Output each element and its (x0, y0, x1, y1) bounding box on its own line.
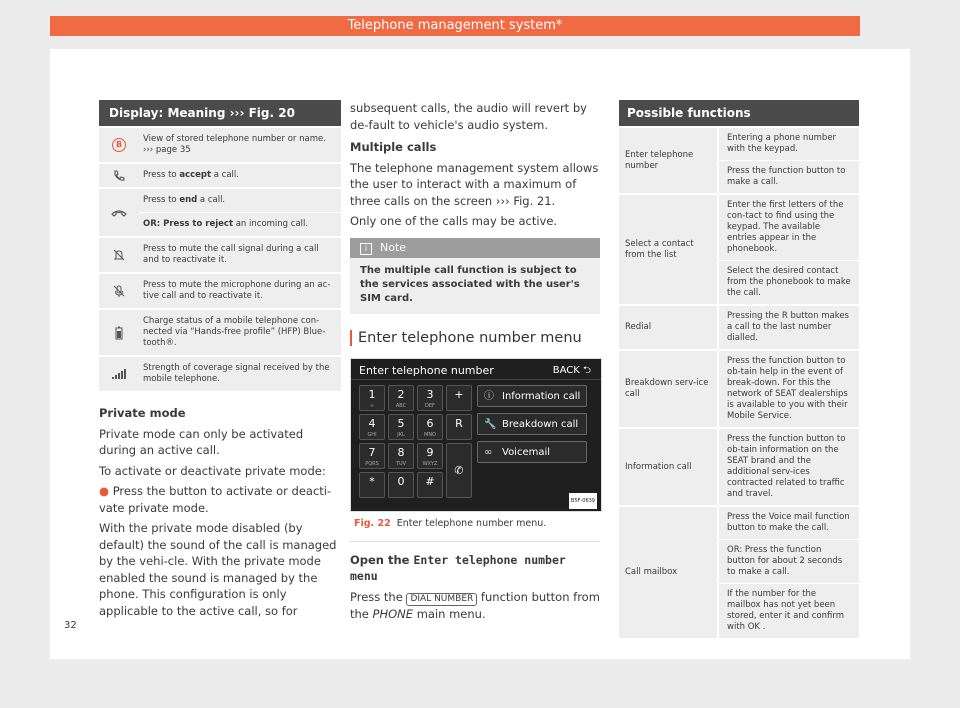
table-cell (139, 238, 341, 272)
paragraph: The telephone management system allows the user to interact with a maximum of three calls on the screen ››› Fig. 21. (350, 160, 599, 208)
text-segment: Enter the first letters of the con-tact to find using the keypad. The available entries appear in the phonebook. (727, 200, 844, 254)
private-mode-section (99, 405, 341, 619)
table-row (99, 236, 341, 272)
figure-screen (350, 358, 602, 512)
text-segment: Press the Voice mail function button to make the call. (727, 512, 850, 533)
key-2[interactable] (388, 385, 414, 411)
paragraph: Only one of the calls may be active. (350, 214, 558, 228)
text-segment: GHI (367, 432, 377, 438)
phone-end-icon (111, 208, 127, 218)
text-segment: Fig. 22 (354, 518, 391, 529)
text-segment: OR: Press to (143, 219, 206, 229)
text-segment: MNO (424, 432, 436, 438)
middle-column (350, 100, 600, 626)
key-5[interactable] (388, 414, 414, 440)
table-row (99, 162, 341, 187)
text-segment: # (425, 475, 435, 488)
text-segment: BACK (552, 365, 580, 376)
text-segment: Select the desired contact from the phonebook to make the call. (719, 260, 859, 304)
dial-number-key: DIAL NUMBER (406, 593, 477, 606)
signal-strength-icon (111, 368, 127, 380)
wrench-icon: 🔧 (484, 419, 497, 430)
text-segment: 0 (397, 475, 405, 488)
text-segment: Press to (143, 170, 180, 180)
paragraph: With the private mode disabled (by default) the sound of the call is managed by the vehi-cle. With the private mode enabled the sound is managed by the phone. This configuration is only applicable to the active call, so for (99, 521, 337, 618)
key-hash[interactable] (417, 472, 443, 498)
text-segment: Enter telephone number menu (350, 552, 566, 583)
phone-accept-icon (112, 169, 126, 183)
key-0[interactable] (388, 472, 414, 498)
text-segment: Information call (619, 429, 719, 505)
text-segment: 6 (426, 417, 434, 430)
text-segment: Enter telephone number (619, 128, 719, 193)
text-segment: an incoming call. (233, 219, 309, 229)
note-box (350, 238, 600, 314)
info-icon: i (360, 243, 372, 255)
battery-icon (115, 326, 123, 340)
text-segment: Entering a phone number with the keypad. (727, 133, 837, 154)
functions-table-title: Possible functions (619, 100, 859, 126)
call-key[interactable] (446, 443, 472, 498)
open-heading (350, 552, 600, 585)
text-segment: Voicemail (502, 447, 551, 458)
text-segment: Press the function button to make a call. (719, 160, 859, 193)
paragraph: Private mode can only be activated during an active call. (99, 426, 304, 457)
text-segment: Press to mute the microphone during an ac-tive call and to reactivate it. (143, 280, 331, 301)
bullet-item: ● Press the button to activate or deacti-vate private mode. (99, 484, 332, 515)
information-call-button[interactable] (477, 385, 587, 407)
key-plus[interactable] (446, 385, 472, 411)
voicemail-icon: ∞ (484, 447, 493, 458)
text-segment: a call. (197, 195, 226, 205)
text-segment: If the number for the mailbox has not yet been stored, enter it and confirm with OK . (719, 583, 859, 638)
text-segment: Information call (502, 391, 581, 402)
bell-mute-icon (112, 248, 126, 262)
text-segment: Press to (143, 195, 180, 205)
text-segment: Redial (619, 306, 719, 349)
text-segment: function button from the (350, 589, 600, 621)
text-segment: Press the function button to ob-tain information on the SEAT brand and the additional serv-ices contracted related to traffic and travel. (727, 434, 846, 499)
page-number: 32 (64, 620, 77, 631)
table-row (619, 304, 859, 349)
table-row (619, 427, 859, 505)
text-segment: 7 (368, 446, 376, 459)
key-redial[interactable] (446, 414, 472, 440)
text-segment: 4 (368, 417, 376, 430)
table-row (619, 349, 859, 427)
mic-mute-icon (112, 284, 126, 298)
paragraph: To activate or deactivate private mode: (99, 463, 326, 478)
text-segment: Pressing the R button makes a call to the last number dialled. (727, 311, 849, 343)
text-segment: Strength of coverage signal received by the mobile telephone. (143, 363, 330, 384)
text-segment: Press the (350, 589, 407, 604)
key-6[interactable] (417, 414, 443, 440)
text-segment: reject (205, 219, 234, 229)
table-row (619, 505, 859, 638)
page-header-banner (50, 16, 860, 36)
text-segment: + (454, 388, 464, 401)
table-row (619, 193, 859, 304)
note-text: The multiple call function is subject to the services associated with the user's SIM card. (360, 264, 580, 304)
key-3[interactable] (417, 385, 443, 411)
table-row (99, 308, 341, 355)
text-segment: main menu. (413, 606, 486, 621)
key-8[interactable] (388, 443, 414, 469)
text-segment: a call. (211, 170, 239, 180)
text-segment: OR: Press the function button for about 2 seconds to make a call. (719, 539, 859, 583)
paragraph: subsequent calls, the audio will revert by de-fault to vehicle's audio system. (350, 101, 587, 132)
text-segment: Enter telephone number menu. (396, 518, 547, 529)
key-9[interactable] (417, 443, 443, 469)
text-segment: end (179, 195, 198, 205)
text-segment: PHONE (372, 606, 414, 621)
multiple-calls-heading: Multiple calls (350, 140, 437, 154)
table-cell (139, 310, 341, 355)
table-row (99, 355, 341, 391)
text-segment: ABC (395, 403, 407, 409)
back-button[interactable]: BACK ⮌ (552, 365, 591, 376)
text-segment: Open the (350, 552, 414, 567)
left-column (99, 100, 341, 623)
voicemail-button[interactable] (477, 441, 587, 463)
text-segment: 9 (426, 446, 434, 459)
text-segment: WXYZ (422, 461, 438, 467)
screen-title: Enter telephone number (359, 364, 494, 377)
text-segment: accept (179, 170, 212, 180)
text-segment: ∞ (369, 403, 375, 409)
private-mode-heading: Private mode (99, 406, 186, 420)
section-title: Enter telephone number menu (350, 330, 600, 347)
text-segment: TUV (395, 461, 407, 467)
note-title: Note (380, 240, 407, 254)
table-row (99, 272, 341, 308)
table-cell (139, 357, 341, 391)
text-segment: PQRS (365, 461, 379, 467)
text-segment: Call mailbox (619, 507, 719, 638)
text-segment: Breakdown call (502, 419, 579, 430)
page-header-title: Telephone management system* (347, 18, 563, 33)
table-row (99, 126, 341, 162)
figure-caption (350, 512, 600, 542)
text-segment: R (455, 417, 463, 430)
key-1[interactable] (359, 385, 385, 411)
breakdown-call-button[interactable] (477, 413, 587, 435)
text-segment: 5 (397, 417, 405, 430)
table-cell (139, 189, 341, 236)
key-star[interactable] (359, 472, 385, 498)
text-segment: 3 (426, 388, 434, 401)
text-segment: Select a contact from the list (619, 195, 719, 304)
text-segment: 8 (397, 446, 405, 459)
b-badge-icon: B (112, 138, 126, 152)
text-segment: 1 (368, 388, 376, 401)
table-cell (139, 128, 341, 162)
text-segment: Breakdown serv-ice call (619, 351, 719, 427)
paragraph (350, 589, 600, 623)
display-table-title: Display: Meaning ››› Fig. 20 (99, 100, 341, 126)
figure-code: B5F-0639 (569, 493, 597, 510)
table-row (619, 126, 859, 193)
phone-accept-icon: ✆ (454, 464, 464, 477)
text-segment: View of stored telephone number or name. ››› page 35 (143, 134, 326, 155)
info-person-icon: ⓘ (484, 391, 494, 402)
table-cell (139, 164, 341, 187)
text-segment: JKL (397, 432, 405, 438)
text-segment: 2 (397, 388, 405, 401)
key-4[interactable] (359, 414, 385, 440)
text-segment: Press the button to activate or deacti-vate private mode. (99, 484, 332, 515)
key-7[interactable] (359, 443, 385, 469)
text-segment: * (369, 475, 375, 488)
text-segment: Press the function button to ob-tain help in the event of break-down. For this the network of SEAT dealerships is available to you with their Mobile Service. (727, 356, 848, 421)
text-segment: DEF (425, 403, 435, 409)
table-cell (139, 274, 341, 308)
table-row (99, 187, 341, 236)
text-segment: Press to mute the call signal during a call and to reactivate it. (143, 244, 319, 265)
text-segment: Charge status of a mobile telephone con-nected via “Hands-free profile” (HFP) Blue-tooth®. (143, 316, 326, 348)
right-column (619, 100, 859, 638)
